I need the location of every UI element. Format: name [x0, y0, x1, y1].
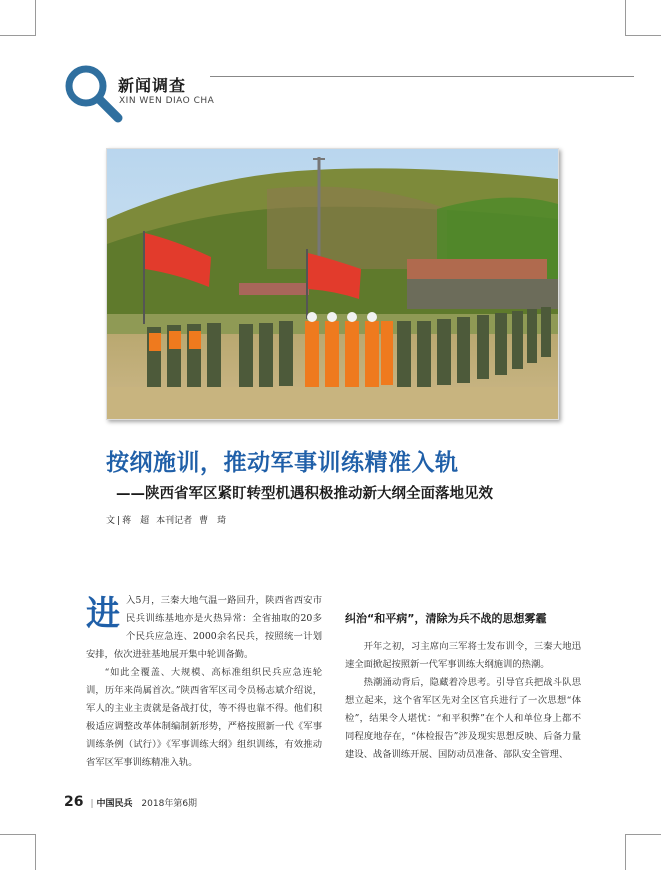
- paragraph: 热潮涌动背后，隐藏着冷思考。引导官兵把战斗队思想立起来，这个省军区先对全区官兵进行了一次思想“体检”，结果令人堪忧：“和平积弊”在个人和单位身上都不同程度地存在，“体检报告”涉及现实思想反映、后备力量建设、战备训练开展、国防动员准备、部队安全管理、: [345, 677, 581, 760]
- crop-mark: [0, 834, 36, 835]
- page-number: 26: [64, 794, 84, 810]
- byline: [106, 513, 233, 526]
- section-title: 新闻调查: [118, 76, 187, 95]
- crop-mark: [35, 834, 36, 870]
- paragraph: 开年之初，习主席向三军将士发布训令，三秦大地迅速全面掀起按照新一代军事训练大纲施训的热潮。: [345, 641, 581, 670]
- author-name: 蒋 超: [122, 516, 150, 526]
- section-title-pinyin: XIN WEN DIAO CHA: [119, 96, 215, 106]
- article-column-left: [86, 592, 322, 772]
- crop-mark: [625, 35, 661, 36]
- magazine-name: 中国民兵: [96, 799, 133, 809]
- byline-prefix: 文: [106, 516, 116, 526]
- paragraph: 入5月，三秦大地气温一路回升，陕西省西安市民兵训练基地亦是火热异常：全省抽取的20多个民兵应急连、2000余名民兵，按照统一计划安排，依次进驻基地展开集中轮训备勤。: [86, 595, 322, 660]
- magnifier-icon: [62, 62, 124, 124]
- crop-mark: [625, 834, 661, 835]
- crop-mark: [35, 0, 36, 36]
- crop-mark: [0, 35, 36, 36]
- footer-separator: |: [90, 799, 94, 809]
- paragraph: “如此全覆盖、大规模、高标准组织民兵应急连轮训，历年来尚属首次。”陕西省军区司令员杨志斌介绍说，军人的主业主责就是备战打仗，等不得也靠不得。他们积极适应调整改革体制编制新形势，严格按照新一代《军事训练条例（试行）》《军事训练大纲》组织训练，有效推动省军区军事训练精准入轨。: [86, 667, 322, 768]
- byline-role: 本刊记者: [156, 516, 193, 526]
- byline-separator: |: [117, 516, 121, 526]
- section-rule: [210, 76, 634, 77]
- article-photo: [106, 148, 559, 420]
- article-column-right: [345, 638, 581, 764]
- crop-mark: [625, 0, 626, 36]
- section-subheading: 纠治“和平病”，清除为兵不战的思想雾霾: [345, 612, 547, 625]
- page-footer: [64, 794, 197, 810]
- author-name: 曹 琦: [199, 516, 227, 526]
- issue-label: 2018年第6期: [141, 799, 198, 809]
- article-subheadline: ——陕西省军区紧盯转型机遇积极推动新大纲全面落地见效: [116, 486, 493, 502]
- article-headline: 按纲施训，推动军事训练精准入轨: [106, 450, 459, 476]
- drop-cap: 进: [86, 594, 120, 634]
- crop-mark: [625, 834, 626, 870]
